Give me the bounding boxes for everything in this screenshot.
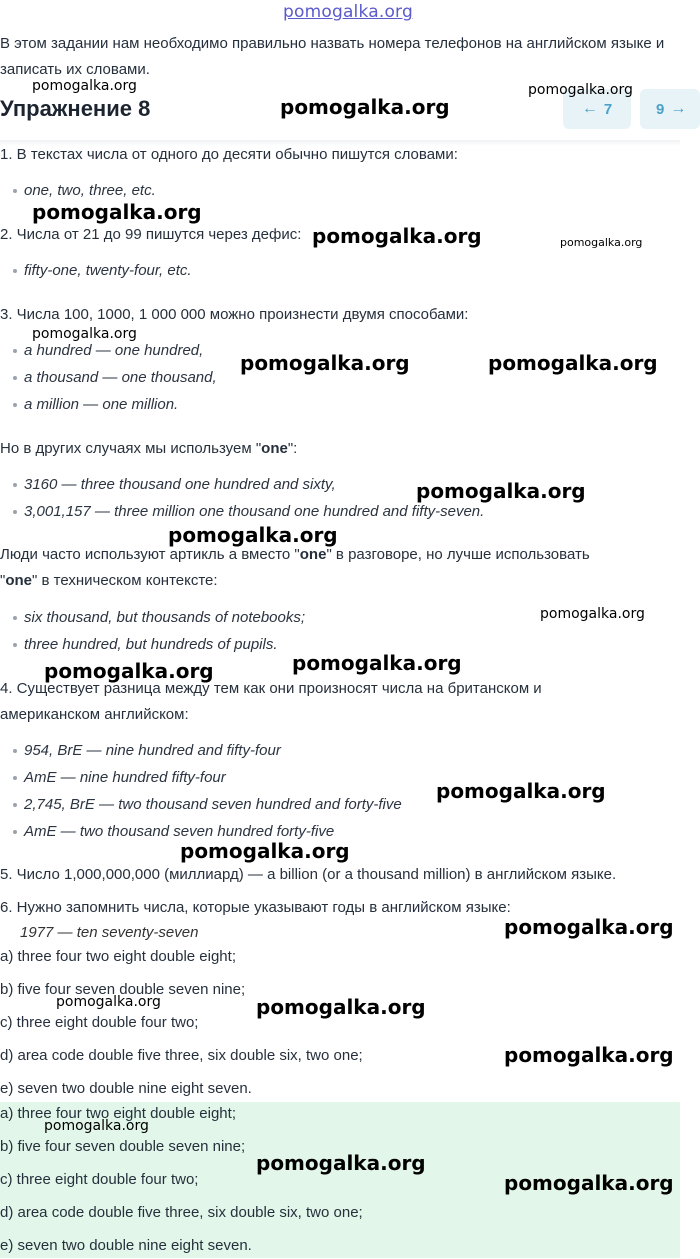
rule-1: 1. В текстах числа от одного до десяти обычно пишутся словами:	[0, 146, 458, 163]
watermark: pomogalka.org	[540, 606, 645, 622]
intro-text: В этом задании нам необходимо правильно назвать номера телефонов на английском языке и записать их словами.	[0, 35, 665, 78]
watermark: pomogalka.org	[32, 78, 137, 94]
example-item: AmE — nine hundred fifty-four	[13, 765, 226, 791]
watermark: pomogalka.org	[44, 1118, 149, 1134]
answer-b: b) five four seven double seven nine;	[0, 981, 246, 998]
watermark: pomogalka.org	[416, 479, 586, 503]
watermark: pomogalka.org	[256, 1151, 426, 1175]
arrow-left-icon: ←	[581, 100, 598, 117]
watermark: pomogalka.org	[180, 839, 350, 863]
next-exercise-button[interactable]	[640, 89, 700, 129]
watermark: pomogalka.org	[56, 994, 161, 1010]
cut-off-example: 1977 — ten seventy-seven	[20, 924, 199, 941]
example-item: 3,001,157 — three million one thousand one hundred and fifty-seven.	[13, 499, 484, 525]
watermark: pomogalka.org	[504, 1043, 674, 1067]
exercise-title: Упражнение 8	[0, 96, 151, 121]
rule-3: 3. Числа 100, 1000, 1 000 000 можно произнести двумя способами:	[0, 306, 469, 323]
watermark: pomogalka.org	[436, 779, 606, 803]
watermark: pomogalka.org	[292, 651, 462, 675]
watermark: pomogalka.org	[168, 523, 338, 547]
answer-a: a) three four two eight double eight;	[0, 948, 236, 965]
example-item: 2,745, BrE — two thousand seven hundred and forty-five	[13, 792, 402, 818]
answer-e: e) seven two double nine eight seven.	[0, 1237, 252, 1254]
example-item: a thousand — one thousand,	[13, 365, 217, 391]
answer-e: e) seven two double nine eight seven.	[0, 1080, 252, 1097]
watermark: pomogalka.org	[32, 200, 202, 224]
example-item: 3160 — three thousand one hundred and sixty,	[13, 472, 336, 498]
watermark: pomogalka.org	[256, 995, 426, 1019]
example-item: six thousand, but thousands of notebooks;	[13, 605, 305, 631]
site-link[interactable]: pomogalka.org	[283, 2, 413, 22]
one-usage-text: Но в других случаях мы используем "one":	[0, 440, 298, 457]
watermark: pomogalka.org	[240, 351, 410, 375]
watermark: pomogalka.org	[560, 236, 643, 249]
watermark: pomogalka.org	[312, 224, 482, 248]
answer-d: d) area code double five three, six double six, two one;	[0, 1047, 363, 1064]
answer-b: b) five four seven double seven nine;	[0, 1138, 246, 1155]
example-item: one, two, three, etc.	[13, 178, 156, 204]
prev-exercise-number: 7	[603, 100, 613, 118]
watermark: pomogalka.org	[528, 82, 633, 98]
arrow-right-icon: →	[670, 100, 687, 117]
watermark: pomogalka.org	[488, 351, 658, 375]
rule-6: 6. Нужно запомнить числа, которые указывают годы в английском языке:	[0, 899, 511, 916]
article-text: Люди часто используют артикль a вместо "one" в разговоре, но лучше использовать "one" в техническом контексте:	[0, 546, 590, 589]
example-item: 954, BrE — nine hundred and fifty-four	[13, 738, 281, 764]
watermark: pomogalka.org	[32, 326, 137, 342]
example-item: AmE — two thousand seven hundred forty-five	[13, 819, 334, 845]
answer-c: c) three eight double four two;	[0, 1014, 199, 1031]
example-item: a hundred — one hundred,	[13, 338, 203, 364]
watermark: pomogalka.org	[504, 1171, 674, 1195]
answer-c: c) three eight double four two;	[0, 1171, 199, 1188]
example-item: a million — one million.	[13, 392, 178, 418]
rule-5: 5. Число 1,000,000,000 (миллиард) — a billion (or a thousand million) в английском языке.	[0, 866, 617, 883]
example-item: three hundred, but hundreds of pupils.	[13, 632, 278, 658]
rule-2: 2. Числа от 21 до 99 пишутся через дефис:	[0, 226, 302, 243]
watermark: pomogalka.org	[280, 95, 450, 119]
answer-a: a) three four two eight double eight;	[0, 1105, 236, 1122]
example-item: fifty-one, twenty-four, etc.	[13, 258, 192, 284]
watermark: pomogalka.org	[44, 659, 214, 683]
watermark: pomogalka.org	[504, 915, 674, 939]
next-exercise-number: 9	[656, 100, 665, 118]
rule-4: 4. Существует разница между тем как они произносят числа на британском и американском английском:	[0, 680, 542, 723]
answer-d: d) area code double five three, six double six, two one;	[0, 1204, 363, 1221]
